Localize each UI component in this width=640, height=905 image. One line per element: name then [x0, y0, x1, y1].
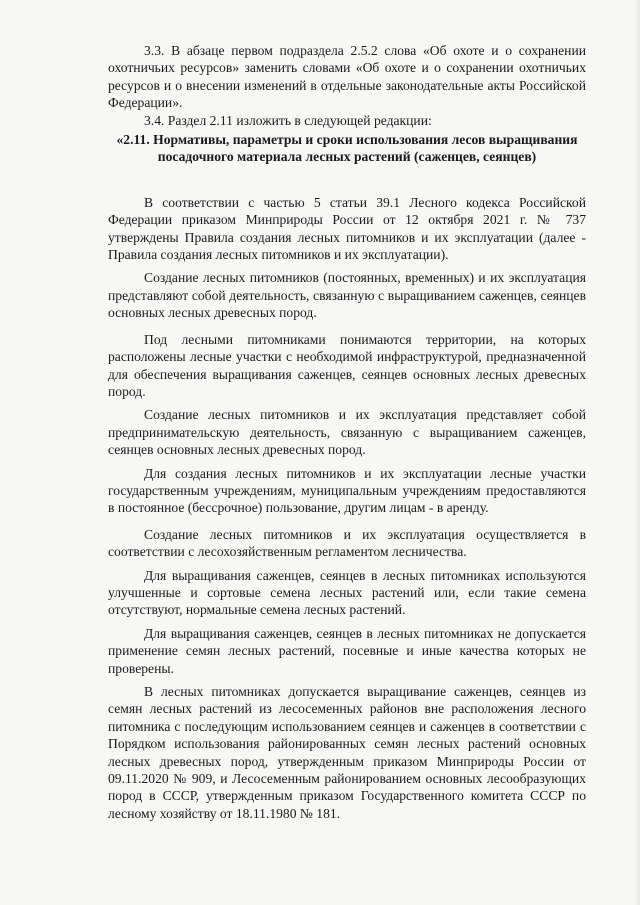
paragraph-3-3: 3.3. В абзаце первом подраздела 2.5.2 слова «Об охоте и о сохранении охотничьих ресурсов» заменить словами «Об охоте и о сохранении охотничьих ресурсов и о внесении изменений в отдельные законодательные акты Российской Федерации».: [108, 43, 586, 111]
body-paragraph: В соответствии с частью 5 статьи 39.1 Лесного кодекса Российской Федерации приказом Минприроды России от 12 октября 2021 г. № 737 утверждены Правила создания лесных питомников и их эксплуатации (далее - Правила создания лесных питомников и их эксплуатации).: [108, 194, 586, 263]
body-paragraph: Создание лесных питомников и их эксплуатация осуществляется в соответствии с лесохозяйственным регламентом лесничества.: [108, 526, 586, 560]
body-paragraph: Создание лесных питомников и их эксплуатация представляет собой предпринимательскую деятельность, связанную с выращиванием саженцев, сеянцев основных лесных древесных пород.: [108, 407, 586, 458]
body-paragraph: Для выращивания саженцев, сеянцев в лесных питомниках не допускается применение семян лесных растений, посевные и иные качества которых не проверены.: [108, 625, 586, 676]
section-heading: «2.11. Нормативы, параметры и сроки использования лесов выращивания посадочного материала лесных растений (саженцев, сеянцев): [116, 132, 578, 165]
body-paragraph: Создание лесных питомников (постоянных, временных) и их эксплуатация представляют собой деятельность, связанную с выращиванием саженцев, сеянцев основных лесных древесных пород.: [108, 270, 586, 321]
body-paragraph: Для создания лесных питомников и их эксплуатации лесные участки государственным учреждениям, муниципальным учреждениям предоставляются в постоянное (бессрочное) пользование, другим лицам - в аренду.: [108, 465, 586, 516]
body-paragraph: В лесных питомниках допускается выращивание саженцев, сеянцев из семян лесных растений из лесосеменных районов вне расположения лесного питомника с последующим использованием сеянцев и саженцев в соответствии с Порядком использования районированных семян лесных растений основных лесных древесных пород, утвержденным приказом Минприроды России от 09.11.2020 № 909, и Лесосеменным районированием основных лесообразующих пород в СССР, утвержденным приказом Государственного комитета СССР по лесному хозяйству от 18.11.1980 № 181.: [108, 684, 586, 821]
body-paragraph: Под лесными питомниками понимаются территории, на которых расположены лесные участки с необходимой инфраструктурой, предназначенной для обеспечения выращивания саженцев, сеянцев основных лесных древесных пород.: [108, 331, 586, 399]
body-paragraph: Для выращивания саженцев, сеянцев в лесных питомниках используются улучшенные и сортовые семена лесных растений или, если такие семена отсутствуют, нормальные семена лесных растений.: [108, 567, 586, 618]
paragraph-3-4: 3.4. Раздел 2.11 изложить в следующей редакции:: [144, 112, 432, 128]
section-heading-block: [108, 131, 586, 166]
scan-edge-shadow: [634, 0, 640, 905]
